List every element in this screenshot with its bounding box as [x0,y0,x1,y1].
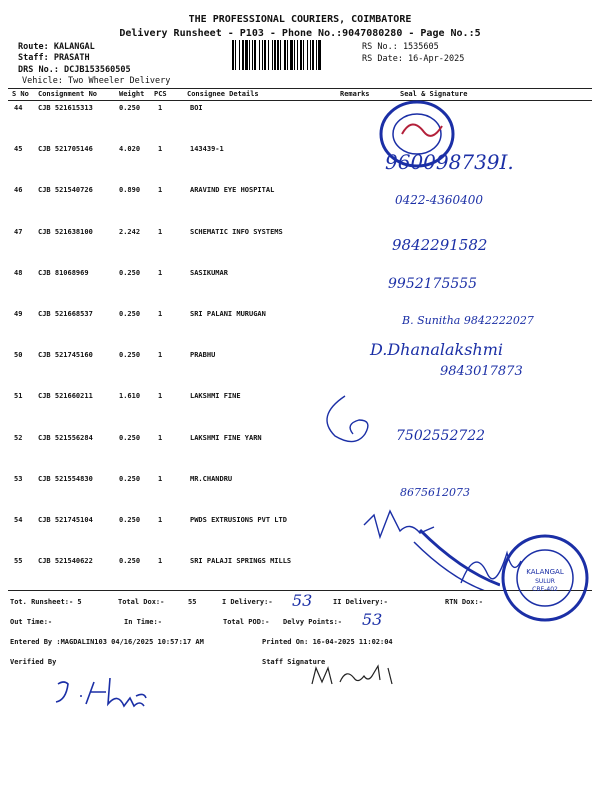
out-time-label: Out Time:- [10,618,53,626]
col-header-consignee: Consignee Details [187,90,259,98]
row-consignment-no: CJB 521540726 [38,186,93,194]
handwritten-phone-3: 9842291582 [392,236,488,254]
i-delivery-label: I Delivery:- [222,598,273,606]
i-delivery-value: 53 [292,591,313,610]
row-sno: 54 [14,516,23,524]
tot-runsheet: Tot. Runsheet:- 5 [10,598,82,606]
handwritten-phone-9: 8675612073 [400,486,470,499]
col-header-remarks: Remarks [340,90,370,98]
svg-text:CBE-402: CBE-402 [532,586,558,593]
row-sno: 44 [14,104,23,112]
staff-label: Staff: PRASATH [18,53,90,63]
row-weight: 0.250 [119,269,141,277]
staff-signature-label: Staff Signature [262,658,326,666]
row-consignment-no: CJB 521745104 [38,516,93,524]
row-weight: 2.242 [119,228,141,236]
row-pcs: 1 [158,104,163,112]
handwritten-phone-4: 9952175555 [388,276,478,292]
row-consignee: SCHEMATIC INFO SYSTEMS [190,228,283,236]
row-consignee: ARAVIND EYE HOSPITAL [190,186,275,194]
row-consignee: BOI [190,104,203,112]
col-header-consignment: Consignment No [38,90,98,98]
row-consignment-no: CJB 521556284 [38,434,93,442]
row-consignment-no: CJB 81068969 [38,269,89,277]
handwritten-note-5: B. Sunitha 9842222027 [402,314,534,327]
route-label: Route: KALANGAL [18,42,95,52]
row-sno: 53 [14,475,23,483]
row-consignee: SASIKUMAR [190,269,228,277]
row-sno: 49 [14,310,23,318]
row-weight: 0.250 [119,310,141,318]
barcode-image [230,40,358,72]
row-pcs: 1 [158,392,163,400]
total-dox-label: Total Dox:- [118,598,165,606]
handwritten-signature-55 [455,545,525,590]
row-weight: 0.250 [119,516,141,524]
total-dox-value: 55 [188,598,197,606]
row-consignment-no: CJB 521668537 [38,310,93,318]
row-consignee: 143439-1 [190,145,224,153]
row-consignment-no: CJB 521540622 [38,557,93,565]
row-pcs: 1 [158,434,163,442]
printed-on: Printed On: 16-04-2025 11:02:04 [262,638,393,646]
rs-date: RS Date: 16-Apr-2025 [362,54,465,64]
row-weight: 0.250 [119,351,141,359]
row-sno: 47 [14,228,23,236]
row-consignee: PWDS EXTRUSIONS PVT LTD [190,516,287,524]
delvy-points-label: Delvy Points:- [283,618,343,626]
row-consignment-no: CJB 521638100 [38,228,93,236]
row-consignee: SRI PALAJI SPRINGS MILLS [190,557,292,565]
svg-text:SULUR: SULUR [535,578,555,585]
row-weight: 0.250 [119,475,141,483]
row-weight: 0.250 [119,557,141,565]
row-weight: 0.250 [119,434,141,442]
svg-text:KALANGAL: KALANGAL [526,568,564,576]
row-sno: 50 [14,351,23,359]
row-consignment-no: CJB 521660211 [38,392,93,400]
handwritten-phone-8: 7502552722 [396,428,486,444]
row-weight: 4.020 [119,145,141,153]
col-header-pcs: PCS [154,90,167,98]
runsheet-title: Delivery Runsheet - P103 - Phone No.:9047080280 - Page No.:5 [119,28,481,39]
handwritten-phone-1: 960098739I. [385,150,514,174]
row-pcs: 1 [158,269,163,277]
vehicle-label: Vehicle: Two Wheeler Delivery [22,76,171,86]
row-sno: 48 [14,269,23,277]
row-consignee: PRABHU [190,351,216,359]
row-consignment-no: CJB 521745160 [38,351,93,359]
row-sno: 51 [14,392,23,400]
handwritten-name-6: D.Dhanalakshmi [370,340,504,359]
row-weight: 0.250 [119,104,141,112]
staff-signature [308,662,408,692]
row-consignee: MR.CHANDRU [190,475,233,483]
handwritten-signature-54 [360,505,450,545]
row-consignment-no: CJB 521615313 [38,104,93,112]
company-title: THE PROFESSIONAL COURIERS, COIMBATORE [188,14,412,25]
row-sno: 55 [14,557,23,565]
row-pcs: 1 [158,516,163,524]
row-pcs: 1 [158,228,163,236]
entered-by: Entered By :MAGDALIN103 04/16/2025 10:57:17 AM [10,638,204,646]
row-pcs: 1 [158,557,163,565]
row-pcs: 1 [158,310,163,318]
row-consignment-no: CJB 521554830 [38,475,93,483]
row-weight: 0.890 [119,186,141,194]
col-header-weight: Weight [119,90,145,98]
row-consignee: LAKSHMI FINE YARN [190,434,262,442]
verified-signature [50,672,170,712]
row-pcs: 1 [158,186,163,194]
handwritten-scribble [310,388,380,458]
col-header-sno: S No [12,90,29,98]
drs-number: DRS No.: DCJB153560505 [18,65,131,75]
row-pcs: 1 [158,475,163,483]
rtn-dox-label: RTN Dox:- [445,598,483,606]
rs-number: RS No.: 1535605 [362,42,439,52]
delvy-points-value: 53 [362,610,383,629]
row-consignee: SRI PALANI MURUGAN [190,310,266,318]
total-pod-label: Total POD:- [223,618,270,626]
handwritten-phone-2: 0422-4360400 [395,193,484,207]
row-consignment-no: CJB 521705146 [38,145,93,153]
row-sno: 45 [14,145,23,153]
row-sno: 52 [14,434,23,442]
row-consignee: LAKSHMI FINE [190,392,241,400]
handwritten-phone-7: 9843017873 [440,364,523,379]
row-pcs: 1 [158,145,163,153]
row-sno: 46 [14,186,23,194]
ii-delivery-label: II Delivery:- [333,598,388,606]
col-header-signature: Seal & Signature [400,90,468,98]
verified-by-label: Verified By [10,658,57,666]
in-time-label: In Time:- [124,618,162,626]
row-pcs: 1 [158,351,163,359]
row-weight: 1.610 [119,392,141,400]
